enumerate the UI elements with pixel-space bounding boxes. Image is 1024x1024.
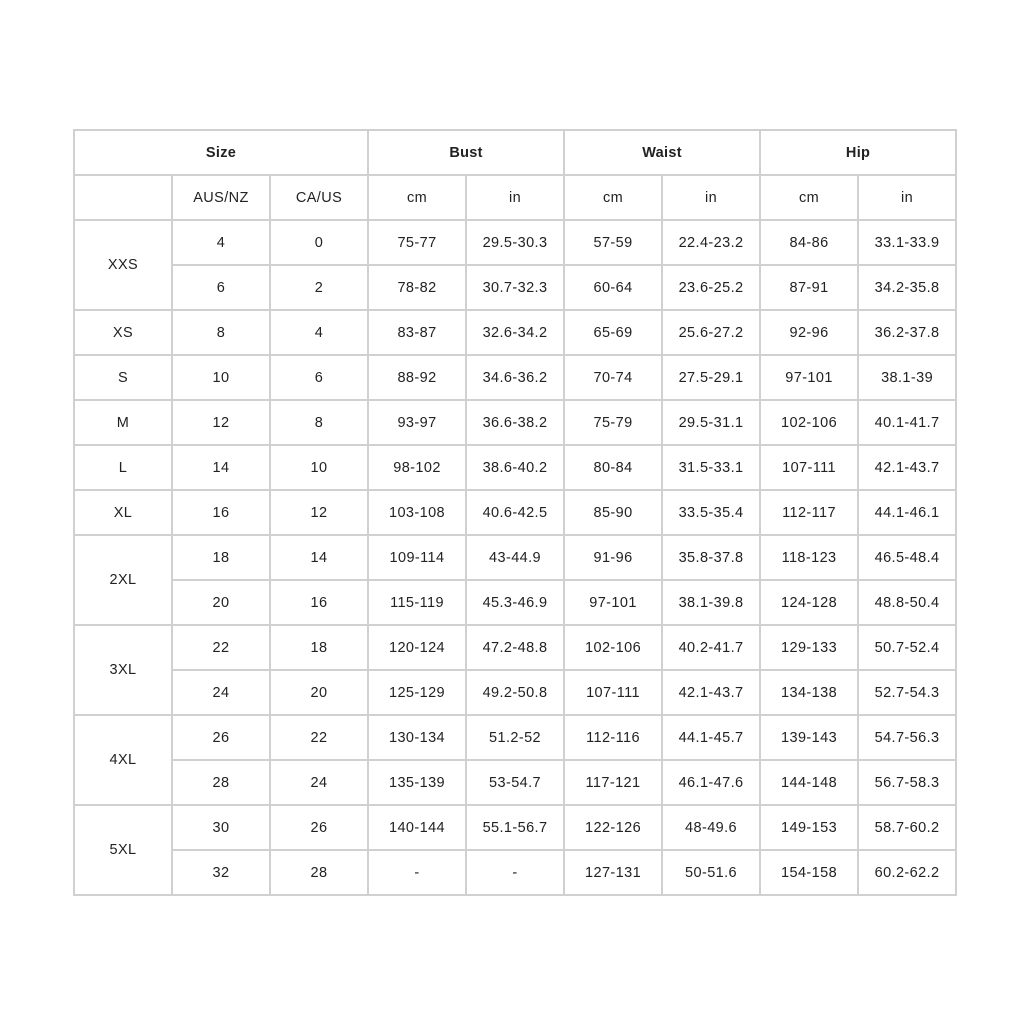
table-row bbox=[74, 580, 956, 625]
cell-aus-nz: 20 bbox=[172, 580, 270, 625]
cell-hip-in: 40.1-41.7 bbox=[858, 400, 956, 445]
cell-bust-in: - bbox=[466, 850, 564, 895]
cell-ca-us: 14 bbox=[270, 535, 368, 580]
cell-waist-cm: 107-111 bbox=[564, 670, 662, 715]
cell-waist-in: 29.5-31.1 bbox=[662, 400, 760, 445]
cell-bust-in: 36.6-38.2 bbox=[466, 400, 564, 445]
cell-waist-in: 38.1-39.8 bbox=[662, 580, 760, 625]
cell-aus-nz: 32 bbox=[172, 850, 270, 895]
cell-waist-in: 33.5-35.4 bbox=[662, 490, 760, 535]
cell-hip-in: 48.8-50.4 bbox=[858, 580, 956, 625]
cell-ca-us: 20 bbox=[270, 670, 368, 715]
table-row bbox=[74, 220, 956, 265]
cell-hip-in: 60.2-62.2 bbox=[858, 850, 956, 895]
cell-bust-cm: 103-108 bbox=[368, 490, 466, 535]
size-label-cell: 2XL bbox=[74, 535, 172, 625]
header-size: Size bbox=[74, 130, 368, 175]
cell-ca-us: 16 bbox=[270, 580, 368, 625]
cell-ca-us: 22 bbox=[270, 715, 368, 760]
table-row bbox=[74, 670, 956, 715]
cell-bust-in: 38.6-40.2 bbox=[466, 445, 564, 490]
cell-aus-nz: 18 bbox=[172, 535, 270, 580]
cell-aus-nz: 14 bbox=[172, 445, 270, 490]
cell-hip-cm: 84-86 bbox=[760, 220, 858, 265]
cell-hip-cm: 97-101 bbox=[760, 355, 858, 400]
cell-ca-us: 2 bbox=[270, 265, 368, 310]
cell-bust-cm: - bbox=[368, 850, 466, 895]
cell-waist-cm: 127-131 bbox=[564, 850, 662, 895]
cell-waist-cm: 117-121 bbox=[564, 760, 662, 805]
cell-bust-in: 40.6-42.5 bbox=[466, 490, 564, 535]
cell-waist-in: 44.1-45.7 bbox=[662, 715, 760, 760]
cell-bust-in: 29.5-30.3 bbox=[466, 220, 564, 265]
cell-bust-cm: 140-144 bbox=[368, 805, 466, 850]
cell-hip-in: 34.2-35.8 bbox=[858, 265, 956, 310]
cell-bust-cm: 135-139 bbox=[368, 760, 466, 805]
cell-ca-us: 12 bbox=[270, 490, 368, 535]
cell-aus-nz: 22 bbox=[172, 625, 270, 670]
cell-ca-us: 4 bbox=[270, 310, 368, 355]
subheader-hip-cm: cm bbox=[760, 175, 858, 220]
cell-hip-cm: 112-117 bbox=[760, 490, 858, 535]
cell-waist-cm: 80-84 bbox=[564, 445, 662, 490]
cell-waist-in: 22.4-23.2 bbox=[662, 220, 760, 265]
size-chart-table bbox=[73, 129, 957, 896]
cell-ca-us: 0 bbox=[270, 220, 368, 265]
cell-bust-cm: 75-77 bbox=[368, 220, 466, 265]
cell-aus-nz: 8 bbox=[172, 310, 270, 355]
cell-hip-in: 33.1-33.9 bbox=[858, 220, 956, 265]
cell-waist-cm: 75-79 bbox=[564, 400, 662, 445]
cell-ca-us: 10 bbox=[270, 445, 368, 490]
cell-aus-nz: 4 bbox=[172, 220, 270, 265]
cell-hip-cm: 149-153 bbox=[760, 805, 858, 850]
size-label-cell: M bbox=[74, 400, 172, 445]
size-label-cell: XXS bbox=[74, 220, 172, 310]
subheader-waist-cm: cm bbox=[564, 175, 662, 220]
size-label-cell: S bbox=[74, 355, 172, 400]
subheader-hip-in: in bbox=[858, 175, 956, 220]
cell-hip-in: 42.1-43.7 bbox=[858, 445, 956, 490]
cell-bust-in: 49.2-50.8 bbox=[466, 670, 564, 715]
cell-hip-in: 50.7-52.4 bbox=[858, 625, 956, 670]
header-row-sub bbox=[74, 175, 956, 220]
table-body bbox=[74, 220, 956, 895]
cell-hip-in: 52.7-54.3 bbox=[858, 670, 956, 715]
cell-aus-nz: 6 bbox=[172, 265, 270, 310]
cell-waist-cm: 70-74 bbox=[564, 355, 662, 400]
cell-ca-us: 6 bbox=[270, 355, 368, 400]
cell-hip-in: 44.1-46.1 bbox=[858, 490, 956, 535]
table-row bbox=[74, 850, 956, 895]
cell-waist-cm: 60-64 bbox=[564, 265, 662, 310]
cell-hip-cm: 139-143 bbox=[760, 715, 858, 760]
cell-bust-in: 53-54.7 bbox=[466, 760, 564, 805]
cell-hip-in: 38.1-39 bbox=[858, 355, 956, 400]
table-row bbox=[74, 310, 956, 355]
table-row bbox=[74, 490, 956, 535]
cell-hip-cm: 92-96 bbox=[760, 310, 858, 355]
subheader-bust-cm: cm bbox=[368, 175, 466, 220]
cell-aus-nz: 12 bbox=[172, 400, 270, 445]
cell-hip-in: 46.5-48.4 bbox=[858, 535, 956, 580]
cell-ca-us: 24 bbox=[270, 760, 368, 805]
cell-bust-in: 43-44.9 bbox=[466, 535, 564, 580]
cell-waist-in: 27.5-29.1 bbox=[662, 355, 760, 400]
cell-waist-cm: 97-101 bbox=[564, 580, 662, 625]
header-hip: Hip bbox=[760, 130, 956, 175]
subheader-aus-nz: AUS/NZ bbox=[172, 175, 270, 220]
size-label-cell: 4XL bbox=[74, 715, 172, 805]
cell-bust-cm: 115-119 bbox=[368, 580, 466, 625]
subheader-ca-us: CA/US bbox=[270, 175, 368, 220]
cell-aus-nz: 30 bbox=[172, 805, 270, 850]
cell-bust-in: 45.3-46.9 bbox=[466, 580, 564, 625]
cell-aus-nz: 26 bbox=[172, 715, 270, 760]
header-waist: Waist bbox=[564, 130, 760, 175]
size-label-cell: 3XL bbox=[74, 625, 172, 715]
cell-ca-us: 8 bbox=[270, 400, 368, 445]
cell-waist-in: 48-49.6 bbox=[662, 805, 760, 850]
cell-hip-cm: 134-138 bbox=[760, 670, 858, 715]
table-row bbox=[74, 625, 956, 670]
cell-bust-cm: 125-129 bbox=[368, 670, 466, 715]
cell-aus-nz: 10 bbox=[172, 355, 270, 400]
table-header bbox=[74, 130, 956, 220]
cell-waist-in: 50-51.6 bbox=[662, 850, 760, 895]
cell-bust-in: 47.2-48.8 bbox=[466, 625, 564, 670]
cell-waist-in: 46.1-47.6 bbox=[662, 760, 760, 805]
cell-hip-in: 56.7-58.3 bbox=[858, 760, 956, 805]
cell-hip-cm: 107-111 bbox=[760, 445, 858, 490]
table-row bbox=[74, 760, 956, 805]
cell-bust-cm: 109-114 bbox=[368, 535, 466, 580]
size-label-cell: XS bbox=[74, 310, 172, 355]
cell-hip-in: 54.7-56.3 bbox=[858, 715, 956, 760]
cell-ca-us: 26 bbox=[270, 805, 368, 850]
cell-bust-in: 55.1-56.7 bbox=[466, 805, 564, 850]
cell-hip-in: 36.2-37.8 bbox=[858, 310, 956, 355]
subheader-bust-in: in bbox=[466, 175, 564, 220]
size-label-cell: L bbox=[74, 445, 172, 490]
size-label-cell: XL bbox=[74, 490, 172, 535]
subheader-blank bbox=[74, 175, 172, 220]
table-row bbox=[74, 715, 956, 760]
table-row bbox=[74, 265, 956, 310]
cell-waist-cm: 122-126 bbox=[564, 805, 662, 850]
cell-ca-us: 18 bbox=[270, 625, 368, 670]
header-bust: Bust bbox=[368, 130, 564, 175]
cell-hip-cm: 154-158 bbox=[760, 850, 858, 895]
cell-bust-in: 51.2-52 bbox=[466, 715, 564, 760]
cell-hip-cm: 87-91 bbox=[760, 265, 858, 310]
cell-bust-cm: 130-134 bbox=[368, 715, 466, 760]
cell-hip-cm: 118-123 bbox=[760, 535, 858, 580]
header-row-main bbox=[74, 130, 956, 175]
cell-waist-in: 25.6-27.2 bbox=[662, 310, 760, 355]
cell-waist-cm: 102-106 bbox=[564, 625, 662, 670]
cell-hip-cm: 102-106 bbox=[760, 400, 858, 445]
cell-aus-nz: 28 bbox=[172, 760, 270, 805]
cell-waist-in: 40.2-41.7 bbox=[662, 625, 760, 670]
cell-hip-cm: 129-133 bbox=[760, 625, 858, 670]
cell-bust-in: 34.6-36.2 bbox=[466, 355, 564, 400]
table-row bbox=[74, 355, 956, 400]
subheader-waist-in: in bbox=[662, 175, 760, 220]
cell-aus-nz: 24 bbox=[172, 670, 270, 715]
cell-waist-in: 42.1-43.7 bbox=[662, 670, 760, 715]
cell-ca-us: 28 bbox=[270, 850, 368, 895]
cell-hip-cm: 144-148 bbox=[760, 760, 858, 805]
cell-bust-cm: 78-82 bbox=[368, 265, 466, 310]
cell-waist-in: 31.5-33.1 bbox=[662, 445, 760, 490]
cell-aus-nz: 16 bbox=[172, 490, 270, 535]
size-label-cell: 5XL bbox=[74, 805, 172, 895]
cell-waist-cm: 112-116 bbox=[564, 715, 662, 760]
cell-waist-cm: 91-96 bbox=[564, 535, 662, 580]
table-row bbox=[74, 445, 956, 490]
cell-hip-in: 58.7-60.2 bbox=[858, 805, 956, 850]
cell-bust-in: 32.6-34.2 bbox=[466, 310, 564, 355]
cell-bust-cm: 98-102 bbox=[368, 445, 466, 490]
table-row bbox=[74, 535, 956, 580]
cell-bust-cm: 120-124 bbox=[368, 625, 466, 670]
cell-bust-in: 30.7-32.3 bbox=[466, 265, 564, 310]
cell-waist-cm: 65-69 bbox=[564, 310, 662, 355]
cell-waist-cm: 85-90 bbox=[564, 490, 662, 535]
cell-waist-cm: 57-59 bbox=[564, 220, 662, 265]
cell-waist-in: 23.6-25.2 bbox=[662, 265, 760, 310]
cell-waist-in: 35.8-37.8 bbox=[662, 535, 760, 580]
cell-bust-cm: 88-92 bbox=[368, 355, 466, 400]
cell-bust-cm: 83-87 bbox=[368, 310, 466, 355]
table-row bbox=[74, 805, 956, 850]
cell-bust-cm: 93-97 bbox=[368, 400, 466, 445]
table-row bbox=[74, 400, 956, 445]
cell-hip-cm: 124-128 bbox=[760, 580, 858, 625]
